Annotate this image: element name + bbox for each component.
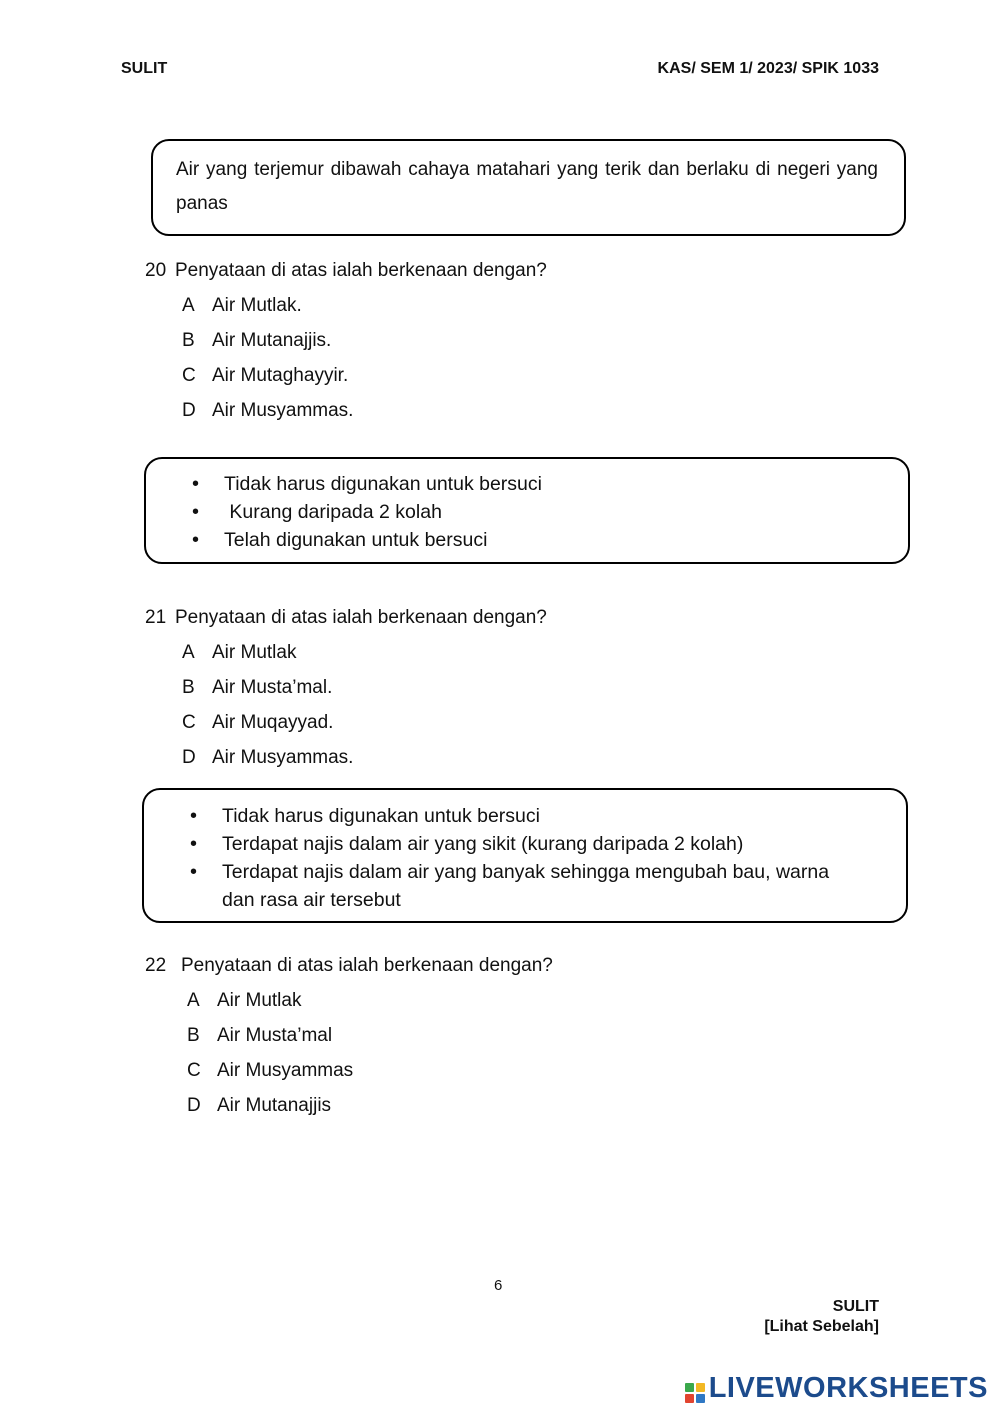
option-22-a[interactable] xyxy=(187,990,301,1012)
option-letter: C xyxy=(187,1060,201,1081)
option-letter: C xyxy=(182,365,196,386)
option-22-c[interactable] xyxy=(187,1060,353,1082)
option-letter: B xyxy=(182,330,195,351)
bullet-list-21 xyxy=(146,470,888,554)
bullet-item: • Telah digunakan untuk bersuci xyxy=(146,526,888,554)
option-letter: A xyxy=(182,642,195,663)
option-22-b[interactable] xyxy=(187,1025,332,1047)
option-letter: A xyxy=(182,295,195,316)
statement-box-20 xyxy=(151,139,906,236)
option-22-d[interactable] xyxy=(187,1095,331,1117)
option-letter: A xyxy=(187,990,200,1011)
watermark-text: LIVEWORKSHEETS xyxy=(708,1372,988,1404)
bullet-item: • Terdapat najis dalam air yang banyak sehingga mengubah bau, warna dan rasa air tersebut xyxy=(144,858,856,914)
header-left: SULIT xyxy=(121,60,168,77)
liveworksheets-watermark xyxy=(685,1372,988,1405)
option-21-b[interactable] xyxy=(182,677,332,699)
option-text: Air Mutaghayyir. xyxy=(212,365,349,386)
option-text: Air Mutlak xyxy=(212,642,297,663)
bullet-item: • Terdapat najis dalam air yang sikit (kurang daripada 2 kolah) xyxy=(144,830,856,858)
option-text: Air Mutlak xyxy=(217,990,302,1011)
liveworksheets-logo-icon xyxy=(685,1383,705,1403)
question-number: 20 xyxy=(145,260,167,281)
option-20-d[interactable] xyxy=(182,400,353,422)
footer-sulit: SULIT xyxy=(832,1298,879,1315)
option-text: Air Muqayyad. xyxy=(212,712,334,733)
option-text: Air Mutlak. xyxy=(212,295,302,316)
option-letter: D xyxy=(182,400,196,421)
option-20-a[interactable] xyxy=(182,295,302,317)
header-right: KAS/ SEM 1/ 2023/ SPIK 1033 xyxy=(657,60,879,77)
option-letter: B xyxy=(187,1025,200,1046)
question-text: Penyataan di atas ialah berkenaan dengan? xyxy=(181,955,553,976)
option-20-b[interactable] xyxy=(182,330,331,352)
option-text: Air Mutanajjis. xyxy=(212,330,332,351)
page-number: 6 xyxy=(494,1277,503,1294)
option-text: Air Musyammas. xyxy=(212,747,354,768)
bullet-item: • Tidak harus digunakan untuk bersuci xyxy=(146,470,888,498)
footer-lihat-sebelah: [Lihat Sebelah] xyxy=(764,1318,879,1335)
bullet-item: • Kurang daripada 2 kolah xyxy=(146,498,888,526)
option-letter: B xyxy=(182,677,195,698)
question-number: 21 xyxy=(145,607,167,628)
question-number: 22 xyxy=(145,955,167,976)
option-20-c[interactable] xyxy=(182,365,348,387)
option-21-d[interactable] xyxy=(182,747,353,769)
question-20 xyxy=(145,260,547,282)
option-text: Air Musta’mal xyxy=(217,1025,333,1046)
option-letter: C xyxy=(182,712,196,733)
option-letter: D xyxy=(187,1095,201,1116)
bullet-item: • Tidak harus digunakan untuk bersuci xyxy=(144,802,856,830)
statement-box-21 xyxy=(144,457,910,564)
statement-text-20: Air yang terjemur dibawah cahaya matahari yang terik dan berlaku di negeri yang panas xyxy=(176,159,878,214)
bullet-list-22 xyxy=(144,802,856,914)
question-text: Penyataan di atas ialah berkenaan dengan? xyxy=(175,260,547,281)
option-letter: D xyxy=(182,747,196,768)
option-21-c[interactable] xyxy=(182,712,333,734)
option-21-a[interactable] xyxy=(182,642,296,664)
question-21 xyxy=(145,607,547,629)
option-text: Air Mutanajjis xyxy=(217,1095,332,1116)
option-text: Air Musyammas xyxy=(217,1060,354,1081)
option-text: Air Musyammas. xyxy=(212,400,354,421)
question-text: Penyataan di atas ialah berkenaan dengan? xyxy=(175,607,547,628)
question-22 xyxy=(145,955,553,977)
option-text: Air Musta’mal. xyxy=(212,677,333,698)
statement-box-22 xyxy=(142,788,908,923)
